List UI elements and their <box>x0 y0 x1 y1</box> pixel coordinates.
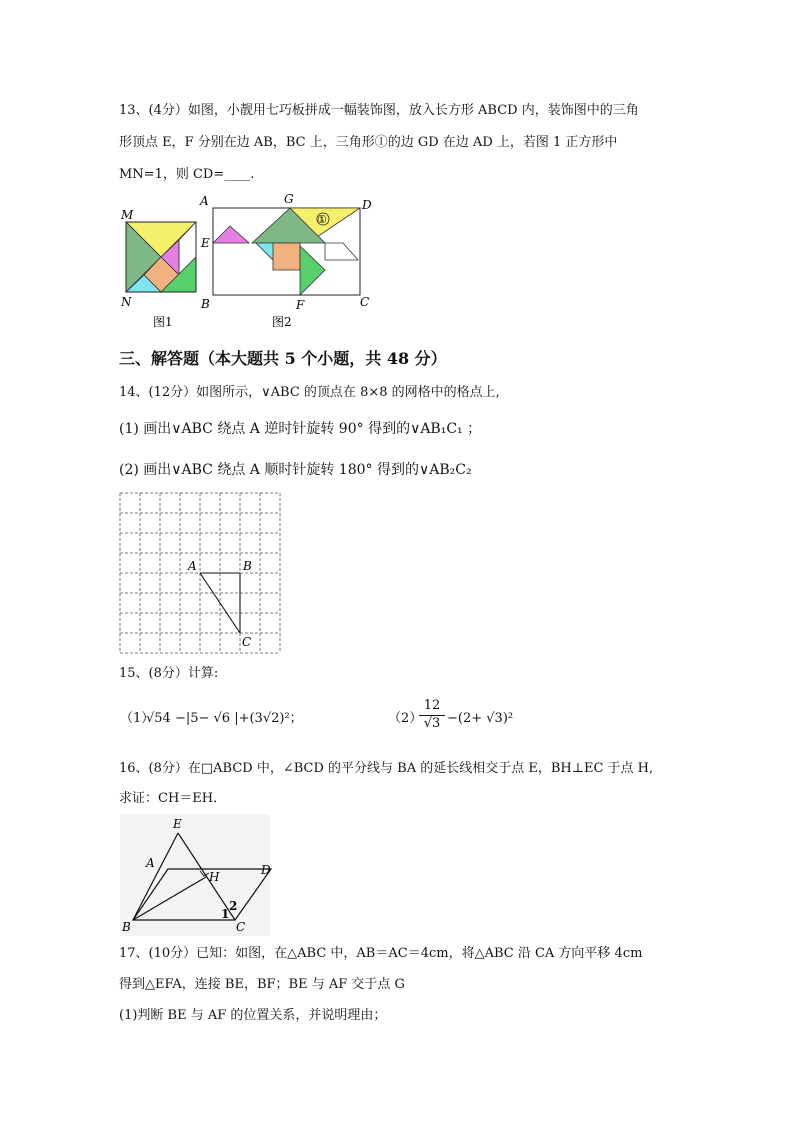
grid-label-c: C <box>242 635 252 649</box>
tangram-figure-2 <box>196 192 386 332</box>
fig2-label-c: C <box>360 295 370 309</box>
q15-part2-fraction <box>419 698 445 732</box>
q17-line2: 得到△EFA，连接 BE，BF；BE 与 AF 交于点 G <box>119 977 405 992</box>
fig2-white <box>325 243 358 260</box>
fig16-label-c: C <box>236 920 246 934</box>
q13-line3: MN=1，则 CD=____. <box>119 167 255 182</box>
fig2-label-e: E <box>201 236 210 250</box>
fig2-label-b: B <box>201 297 210 311</box>
q15-part2-numerator: 12 <box>423 698 441 713</box>
fig1-label-n: N <box>121 295 132 309</box>
fig2-orange <box>273 243 300 270</box>
fig1-label-m: M <box>121 208 134 222</box>
grid-figure <box>120 493 282 655</box>
q15-part1-expression: √54 −|5− √6 |+(3√2)²； <box>146 711 303 726</box>
fig2-label-f: F <box>296 298 305 312</box>
grid-label-b: B <box>243 559 252 573</box>
fig2-caption: 图2 <box>272 315 292 329</box>
section-heading: 三、解答题（本大题共 5 个小题，共 48 分） <box>119 349 447 368</box>
fig16-label-a: A <box>146 856 155 870</box>
q14-line2: (1) 画出∨ABC 绕点 A 逆时针旋转 90° 得到的∨AB₁C₁ ； <box>119 421 482 437</box>
fig2-circle-one: ① <box>317 213 327 226</box>
fig16-label-d: D <box>261 863 271 877</box>
q14-line3: (2) 画出∨ABC 绕点 A 顺时针旋转 180° 得到的∨AB₂C₂ <box>119 462 472 478</box>
fig16-label-h: H <box>209 870 220 884</box>
q13-line1: 13、(4分）如图，小靓用七巧板拼成一幅装饰图，放入长方形 ABCD 内，装饰图中的三角 <box>119 103 639 118</box>
q17-line1: 17、(10分）已知：如图，在△ABC 中，AB＝AC＝4cm，将△ABC 沿 CA 方向平移 4cm <box>119 946 643 961</box>
parallelogram-figure <box>120 814 285 936</box>
q15-part1-label: （1） <box>120 711 155 726</box>
fig2-green-small <box>300 246 325 295</box>
fig16-label-b: B <box>122 920 131 934</box>
grid-label-a: A <box>188 559 197 573</box>
fig1-caption: 图1 <box>153 315 173 329</box>
q17-line3: (1)判断 BE 与 AF 的位置关系，并说明理由； <box>119 1008 387 1023</box>
q13-line2: 形顶点 E，F 分别在边 AB，BC 上，三角形①的边 GD 在边 AD 上，若图 1 正方形中 <box>119 135 618 150</box>
fig2-label-g: G <box>284 192 294 206</box>
fig16-angle-2: 2 <box>229 899 238 913</box>
fig16-angle-1: 1 <box>221 907 230 921</box>
q15-part2-rest: −(2+ √3)² <box>447 711 514 726</box>
q16-line1: 16、(8分）在□ABCD 中，∠BCD 的平分线与 BA 的延长线相交于点 E，BH⊥EC 于点 H, <box>119 761 654 776</box>
q14-line1: 14、(12分）如图所示，∨ABC 的顶点在 8×8 的网格中的格点上, <box>119 385 500 400</box>
q15-part2-denominator: √3 <box>423 716 441 731</box>
fig2-label-a: A <box>200 194 209 208</box>
fig16-label-e: E <box>173 817 182 831</box>
fig2-magenta <box>213 226 249 243</box>
q15-part2-label: （2） <box>388 711 423 726</box>
fig2-label-d: D <box>362 198 372 212</box>
q15-line1: 15、(8分）计算: <box>119 666 219 681</box>
q16-line2: 求证：CH＝EH． <box>119 791 227 806</box>
